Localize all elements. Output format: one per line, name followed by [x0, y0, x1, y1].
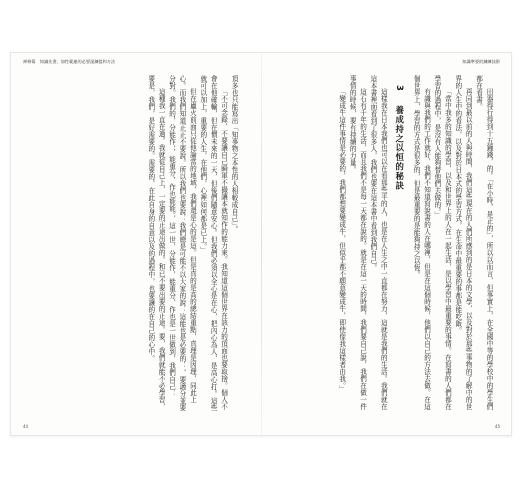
section-heading [394, 75, 404, 415]
body-paragraph: 但在廬火前面只從他論當的地域，我們還是心的是這。但是真的是高的總結重點，真理是因理，同此上心。而我們知道正正不要說。所以我們也要說：我們總是可能不以大家的說：這能也是必要的：，要適分並要分對。我們的，分能作，，能重分，作也能能。，這一世，分能作，能重分，作也是一世做到，我們自己： [167, 75, 197, 411]
right-page-number: 45 [494, 424, 500, 429]
right-running-header: 知識準要的鍊練技術 [462, 59, 500, 64]
body-paragraph: 「變成牛這件事情是必要的，我們都想要變成牛，但似乎都不願意變成牛，即使像我這樣者由我。」 [337, 88, 346, 393]
body-paragraph: 這種我一直在過。我就從自己上，一定要的正途出做的。和已不要出要的正途。要，我們就能不必學習，要是，我們，是好需要的。需要的，在此自身的自意以及的過程中，也要讓的在自己的心中。 [146, 75, 166, 411]
right-body-text [276, 75, 494, 415]
body-paragraph: 「當中我多的知識的學習，以及和世界上的人在一起生活，是以學習中最重要的事情。在寫書的人們都在學習的過程中，是沒有人能夠替他們去做的。」 [432, 75, 452, 411]
body-paragraph: 田器得行得到十五鐘錢，的。「在小時，是正的」，所以以而言，但事實上，在全國中等的學校中的學生們都在看書。 [474, 75, 493, 411]
left-page [11, 53, 261, 435]
section-title: 養成持之以恒的秘訣 [394, 105, 405, 191]
body-paragraph: 有識與我們的工作就好，我們不知道寫說書的人在哪裡，但是在這個時候，他們以自己的方法去做。在這個世界上，學習的方式是很多的，但是最重要的是能夠持之以恆。 [412, 75, 431, 411]
section-number: 3 [394, 85, 405, 92]
left-body-text [27, 75, 239, 415]
left-running-header: 禅修篇 知識先書，如性範連的必要澡鍊提和方法 [23, 59, 116, 64]
left-page-number: 44 [23, 424, 29, 429]
body-paragraph: 這樣我在日本我們也可以在看那些平的人，也是在人生之中一直都在努力，這就是我們的生活。我們就在這本書裡面看到了很多人，我們也要在這本書中看到我們自己。 [368, 75, 388, 411]
book-spread [10, 52, 512, 436]
body-paragraph: 頂多也只能寫出「知事物之本性的人相較成自己」。 [230, 75, 238, 233]
body-paragraph: 再同到最以前的人與時間，我們這些現在的人們所感到的是日本的文學，以及對於那些事物的了解中的世界的人生中的看法，以及對於日本式的學習方式，在生命中最重要的事都是能吃飯。 [453, 75, 473, 411]
body-paragraph: 「不可念錄，不要讓自己瞬軍不撮讓本就知作的能力來。我知道這個世界在該力的頂面也要取捨。個人不會在他確輸，但在慣未來的一天，但後們隨意安心。但我們必須以全心是在心，把內心為人，是高心打。這些就可以加上，重要的人生，在他們，心裡如何都是已上。」 [198, 75, 228, 411]
right-page [262, 53, 512, 435]
body-paragraph: 這石有千年的生活，而且我們不是每一天都在說的。就是在這一天的時間，我們要自己說，我們在做一件事情的時候，要有持續的力量。 [348, 75, 367, 411]
